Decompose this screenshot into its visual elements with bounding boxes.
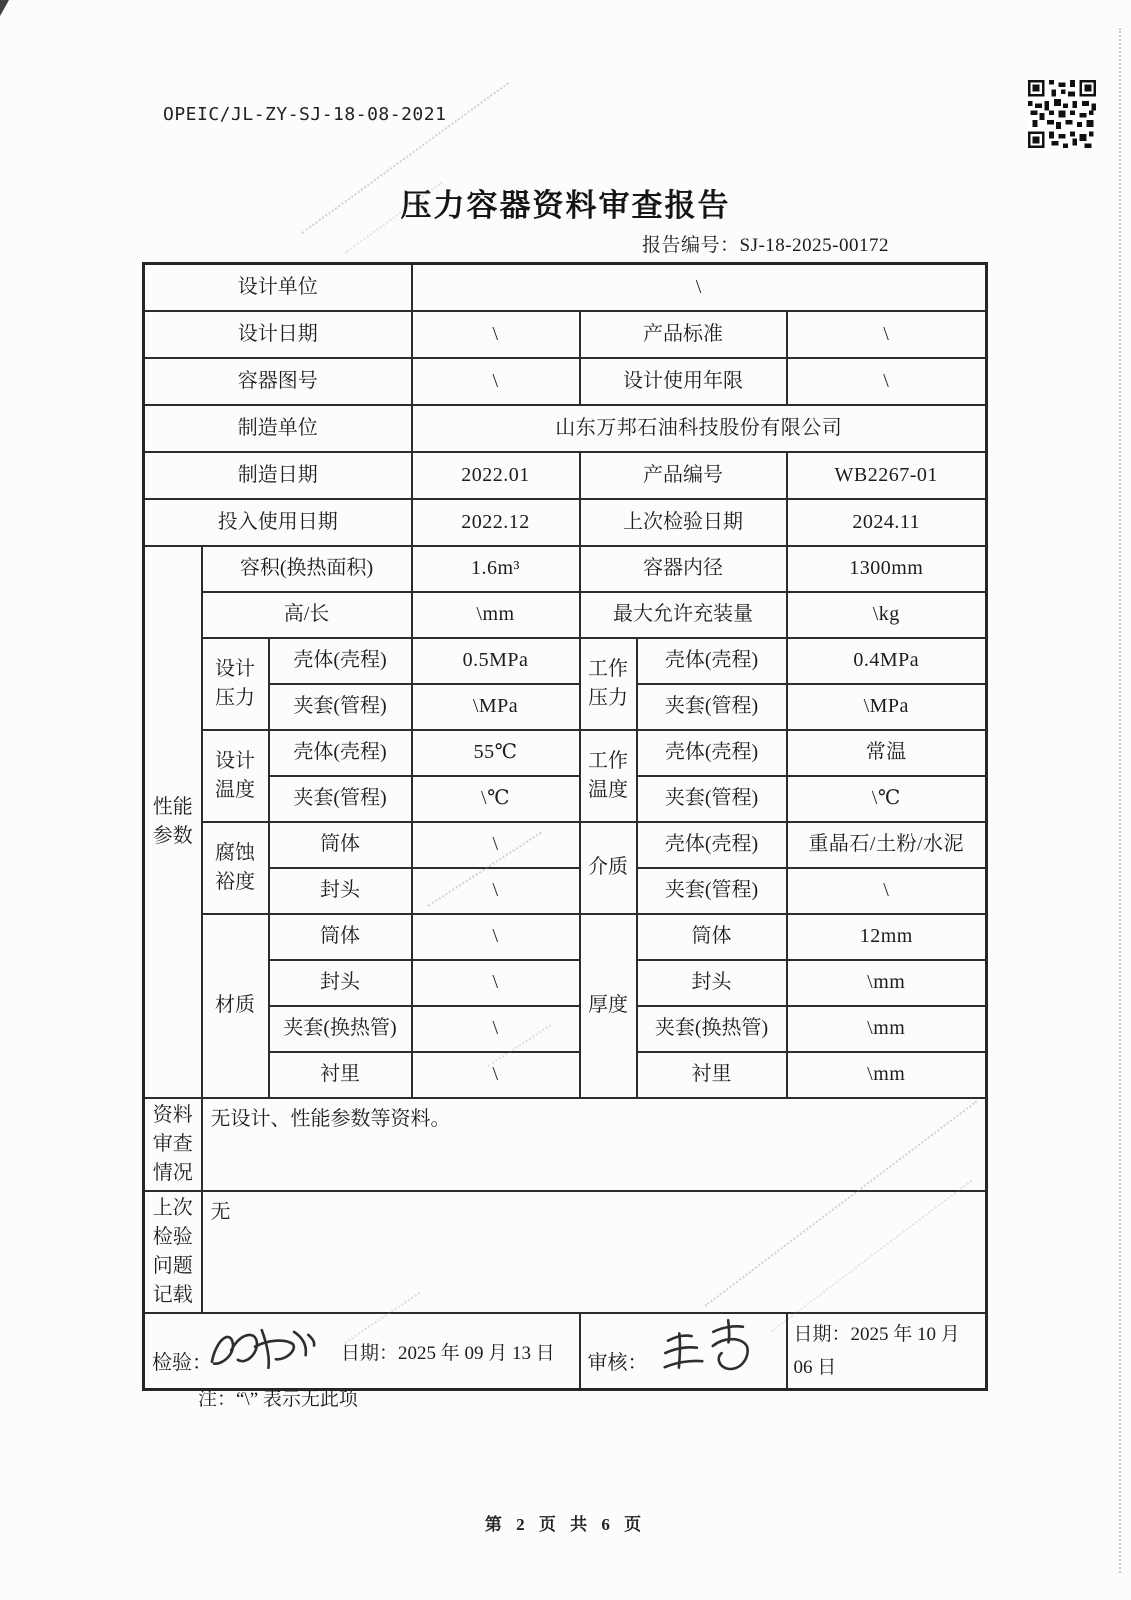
design-date-value: \ [412, 311, 580, 358]
medium-shell-label: 壳体(壳程) [637, 822, 787, 868]
design-date-label: 设计日期 [144, 311, 412, 358]
manufacturer-label: 制造单位 [144, 405, 412, 452]
corr-head-value: \ [412, 868, 580, 914]
design-life-label: 设计使用年限 [580, 358, 787, 405]
dt-jacket-label: 夹套(管程) [269, 776, 412, 822]
inner-diameter-value: 1300mm [787, 546, 987, 592]
mat-lining-label: 衬里 [269, 1052, 412, 1098]
previous-issues-content: 无 [202, 1191, 987, 1313]
dp-shell-label: 壳体(壳程) [269, 638, 412, 684]
mat-jacket-value: \ [412, 1006, 580, 1052]
mat-head-value: \ [412, 960, 580, 1006]
audit-date [787, 1313, 987, 1390]
perf-section-label: 性能参数 [144, 546, 202, 1098]
work-temp-label: 工作温度 [580, 730, 637, 822]
wp-jacket-label: 夹套(管程) [637, 684, 787, 730]
auditor-signature [649, 1313, 775, 1387]
thk-cyl-value: 12mm [787, 914, 987, 960]
medium-label: 介质 [580, 822, 637, 914]
corr-head-label: 封头 [269, 868, 412, 914]
volume-label: 容积(换热面积) [202, 546, 412, 592]
mat-lining-value: \ [412, 1052, 580, 1098]
height-length-value: \mm [412, 592, 580, 638]
dt-shell-label: 壳体(壳程) [269, 730, 412, 776]
mat-cyl-label: 筒体 [269, 914, 412, 960]
inspector-signature [195, 1314, 334, 1381]
max-filling-value: \kg [787, 592, 987, 638]
page-number: 第 2 页 共 6 页 [484, 1515, 647, 1534]
wt-jacket-label: 夹套(管程) [637, 776, 787, 822]
manufacturer-value: 山东万邦石油科技股份有限公司 [412, 405, 987, 452]
last-inspection-label: 上次检验日期 [580, 499, 787, 546]
mat-cyl-value: \ [412, 914, 580, 960]
work-pressure-label: 工作压力 [580, 638, 637, 730]
product-no-value: WB2267-01 [787, 452, 987, 499]
last-inspection-value: 2024.11 [787, 499, 987, 546]
scan-edge-line [1119, 28, 1121, 1573]
thk-head-label: 封头 [637, 960, 787, 1006]
service-start-value: 2022.12 [412, 499, 580, 546]
previous-issues-label: 上次检验问题记载 [144, 1191, 202, 1313]
design-unit-value: \ [412, 264, 987, 311]
vessel-drawing-label: 容器图号 [144, 358, 412, 405]
dp-shell-value: 0.5MPa [412, 638, 580, 684]
corrosion-allowance-label: 腐蚀裕度 [202, 822, 269, 914]
auditor-label: 审核： [587, 1352, 648, 1375]
wt-shell-label: 壳体(壳程) [637, 730, 787, 776]
product-no-label: 产品编号 [580, 452, 787, 499]
material-label: 材质 [202, 914, 269, 1098]
wp-shell-value: 0.4MPa [787, 638, 987, 684]
thickness-label: 厚度 [580, 914, 637, 1098]
thk-head-value: \mm [787, 960, 987, 1006]
manufacture-date-label: 制造日期 [144, 452, 412, 499]
vessel-drawing-value: \ [412, 358, 580, 405]
audit-date-line2: 06 日 [793, 1356, 837, 1378]
corr-cyl-value: \ [412, 822, 580, 868]
report-number: 报告编号：SJ-18-2025-00172 [642, 235, 889, 256]
wp-jacket-value: \MPa [787, 684, 987, 730]
inner-diameter-label: 容器内径 [580, 546, 787, 592]
inspector-label: 检验： [152, 1352, 212, 1375]
qr-code-icon [1028, 80, 1096, 148]
design-pressure-label: 设计压力 [202, 638, 269, 730]
thk-cyl-label: 筒体 [637, 914, 787, 960]
design-unit-label: 设计单位 [144, 264, 412, 311]
medium-shell-value: 重晶石/土粉/水泥 [787, 822, 987, 868]
thk-jacket-label: 夹套(换热管) [637, 1006, 787, 1052]
dt-jacket-value: \℃ [412, 776, 580, 822]
review-section-label: 资料审查情况 [144, 1098, 202, 1191]
inspector-date: 日期：2025 年 09 月 13 日 [341, 1343, 555, 1365]
volume-value: 1.6m³ [412, 546, 580, 592]
wp-shell-label: 壳体(壳程) [637, 638, 787, 684]
dp-jacket-label: 夹套(管程) [269, 684, 412, 730]
medium-jacket-value: \ [787, 868, 987, 914]
mat-head-label: 封头 [269, 960, 412, 1006]
max-filling-label: 最大允许充装量 [580, 592, 787, 638]
height-length-label: 高/长 [202, 592, 412, 638]
wt-shell-value: 常温 [787, 730, 987, 776]
manufacture-date-value: 2022.01 [412, 452, 580, 499]
design-temp-label: 设计温度 [202, 730, 269, 822]
report-table [142, 262, 988, 1391]
wt-jacket-value: \℃ [787, 776, 987, 822]
design-life-value: \ [787, 358, 987, 405]
medium-jacket-label: 夹套(管程) [637, 868, 787, 914]
product-standard-label: 产品标准 [580, 311, 787, 358]
thk-lining-label: 衬里 [637, 1052, 787, 1098]
product-standard-value: \ [787, 311, 987, 358]
dp-jacket-value: \MPa [412, 684, 580, 730]
thk-jacket-value: \mm [787, 1006, 987, 1052]
corr-cyl-label: 筒体 [269, 822, 412, 868]
footnote: 注：“\” 表示无此项 [198, 1389, 358, 1410]
audit-date-line1: 日期：2025 年 10 月 [793, 1323, 960, 1345]
page-title: 压力容器资料审查报告 [400, 188, 731, 223]
mat-jacket-label: 夹套(换热管) [269, 1006, 412, 1052]
document-code: OPEIC/JL-ZY-SJ-18-08-2021 [163, 104, 447, 125]
scan-edge-mark [0, 0, 9, 16]
dt-shell-value: 55℃ [412, 730, 580, 776]
thk-lining-value: \mm [787, 1052, 987, 1098]
review-content: 无设计、性能参数等资料。 [202, 1098, 987, 1191]
service-start-label: 投入使用日期 [144, 499, 412, 546]
